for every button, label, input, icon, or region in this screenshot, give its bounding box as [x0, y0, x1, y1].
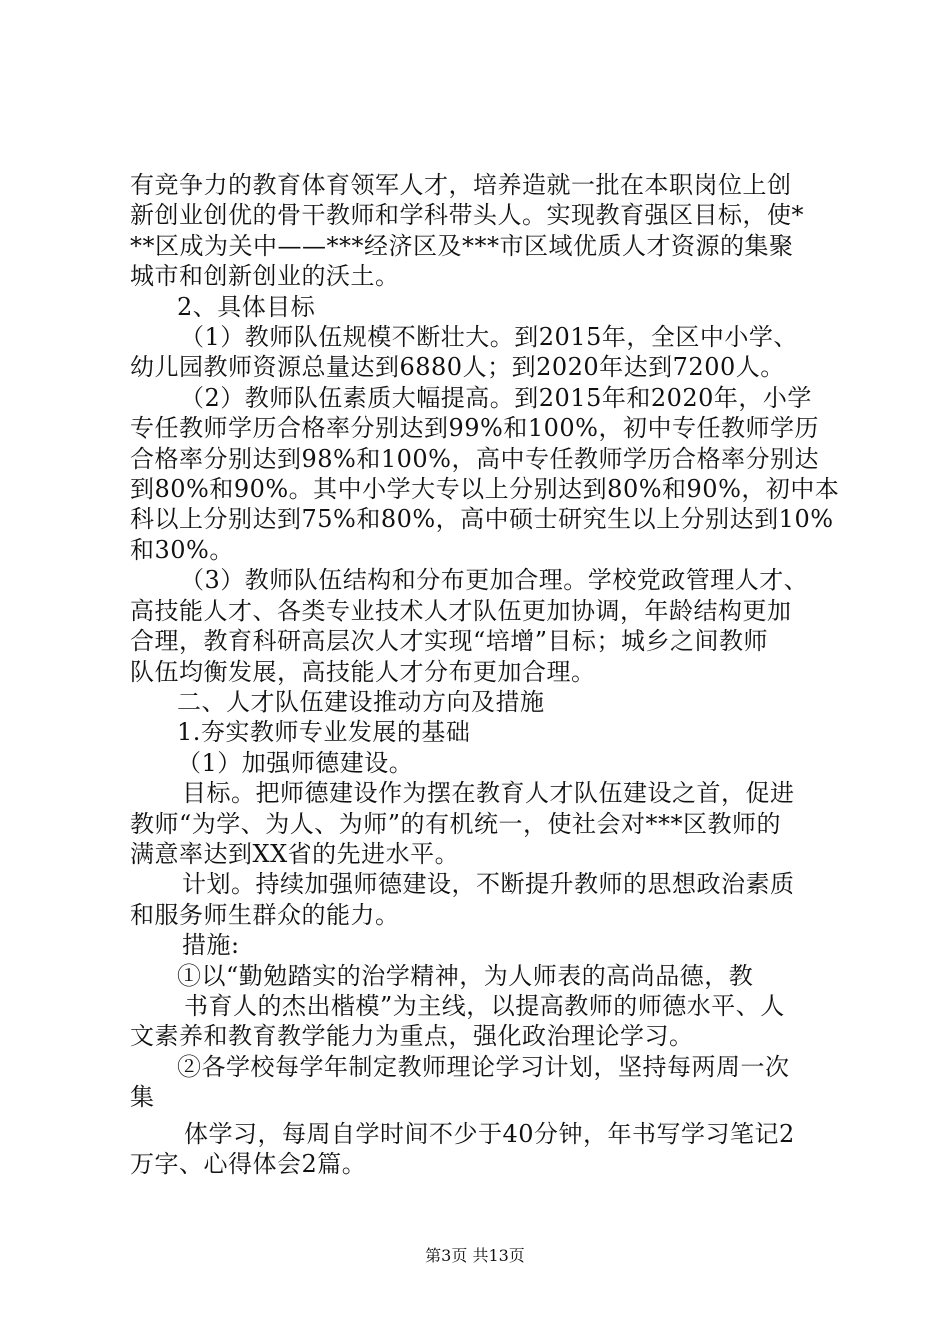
- text-line: 高技能人才、各类专业技术人才队伍更加协调，年龄结构更加: [130, 596, 792, 625]
- text-line: （1）教师队伍规模不断壮大。到2015年，全区中小学、: [180, 323, 798, 352]
- text-line: 措施:: [182, 931, 240, 960]
- section-heading: 二、人才队伍建设推动方向及措施: [177, 687, 545, 716]
- text-line: 新创业创优的骨干教师和学科带头人。实现教育强区目标，使*: [130, 201, 804, 230]
- page-number: 第3页 共13页: [425, 1246, 525, 1265]
- text-line: 和服务师生群众的能力。: [130, 900, 400, 929]
- section-heading: （1）加强师德建设。: [177, 748, 414, 777]
- section-heading: 2、具体目标: [177, 292, 316, 321]
- text-line: 有竞争力的教育体育领军人才，培养造就一批在本职岗位上创: [130, 171, 792, 199]
- text-line: 目标。把师德建设作为摆在教育人才队伍建设之首，促进: [182, 779, 795, 808]
- text-line: 文素养和教育教学能力为重点，强化政治理论学习。: [130, 1022, 694, 1051]
- text-line: 合格率分别达到98%和100%，高中专任教师学历合格率分别达: [130, 444, 819, 473]
- text-line: 满意率达到XX省的先进水平。: [130, 839, 460, 868]
- text-line: ②各学校每学年制定教师理论学习计划，坚持每两周一次: [177, 1052, 790, 1081]
- text-line: 万字、心得体会2篇。: [130, 1150, 367, 1178]
- text-line: 教师“为学、为人、为师”的有机统一，使社会对***区教师的: [130, 809, 782, 838]
- text-line: 书育人的杰出楷模”为主线，以提高教师的师德水平、人: [184, 991, 785, 1020]
- text-line: 城市和创新创业的沃土。: [130, 262, 400, 291]
- text-line: 专任教师学历合格率分别达到99%和100%，初中专任教师学历: [130, 414, 819, 443]
- text-line: 到80%和90%。其中小学大专以上分别达到80%和90%，初中本: [130, 475, 840, 504]
- text-line: 队伍均衡发展，高技能人才分布更加合理。: [130, 657, 596, 686]
- text-line: 科以上分别达到75%和80%，高中硕士研究生以上分别达到10%: [130, 505, 834, 534]
- section-heading: 1.夯实教师专业发展的基础: [177, 718, 471, 747]
- text-line: **区成为关中——***经济区及***市区域优质人才资源的集聚: [130, 231, 794, 260]
- text-line: 计划。持续加强师德建设，不断提升教师的思想政治素质: [182, 870, 795, 899]
- text-line: 和30%。: [130, 535, 234, 564]
- text-line: 幼儿园教师资源总量达到6880人；到2020年达到7200人。: [130, 353, 785, 382]
- text-line: （3）教师队伍结构和分布更加合理。学校党政管理人才、: [180, 566, 809, 595]
- text-line: ①以“勤勉踏实的治学精神，为人师表的高尚品德，教: [177, 961, 754, 990]
- text-line: 体学习，每周自学时间不少于40分钟，年书写学习笔记2: [184, 1119, 795, 1148]
- text-line: （2）教师队伍素质大幅提高。到2015年和2020年，小学: [180, 383, 812, 412]
- document-body: [130, 170, 840, 1179]
- text-line: 集: [130, 1083, 155, 1112]
- text-line: 合理，教育科研高层次人才实现“培增”目标；城乡之间教师: [130, 627, 769, 656]
